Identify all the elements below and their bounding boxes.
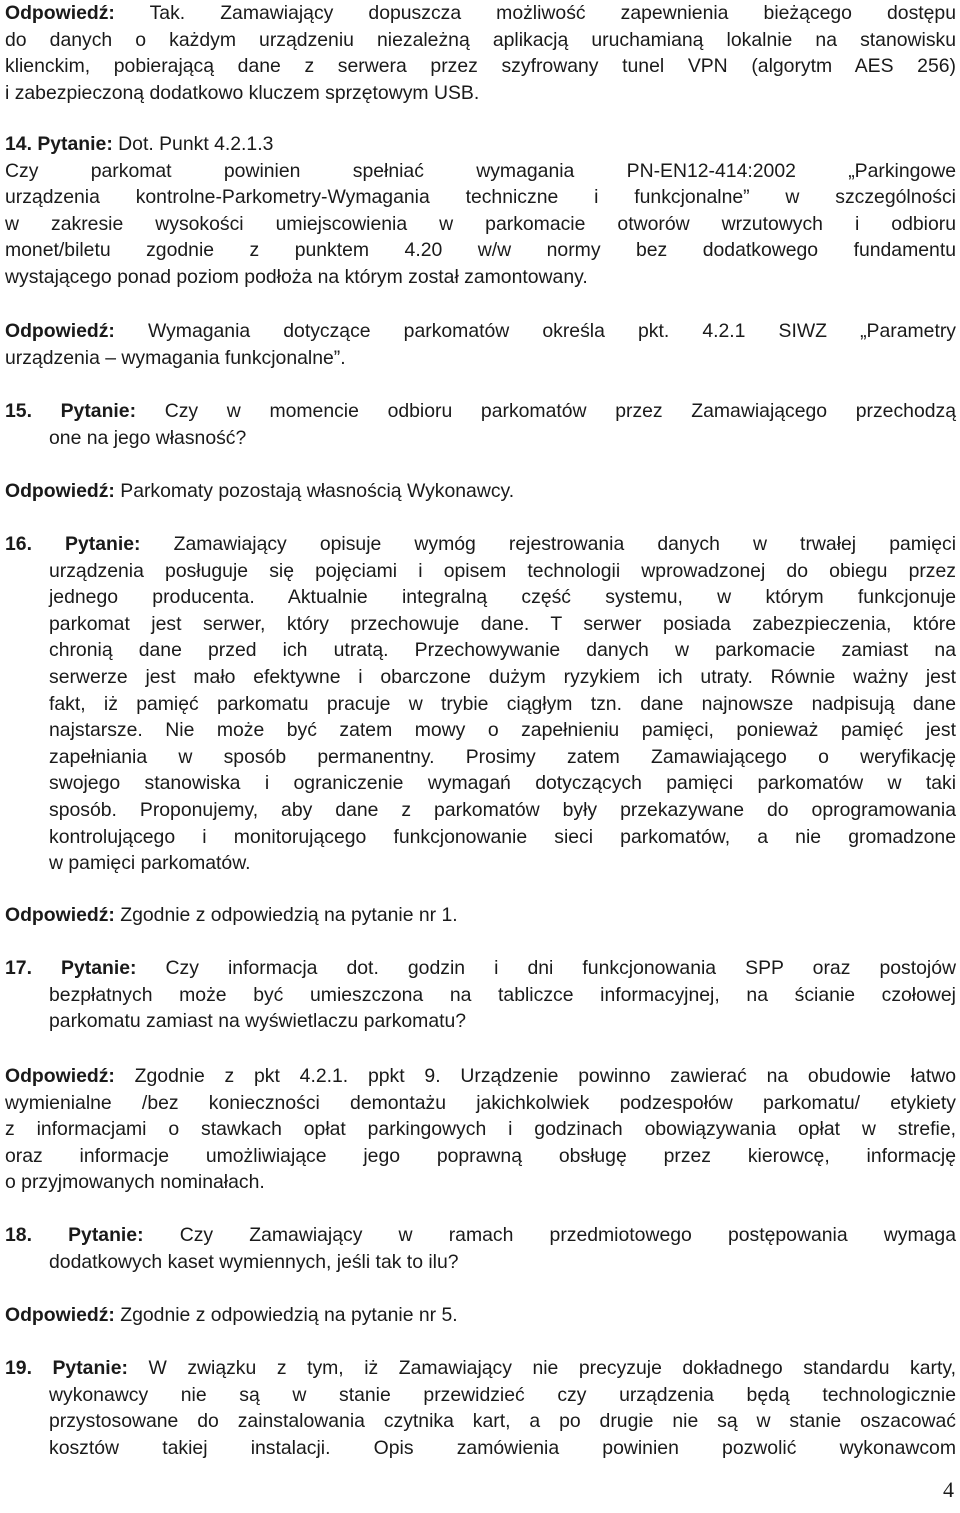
text-line [5,902,956,928]
text-line [5,955,956,981]
text-line [49,1435,956,1461]
text-run: w pamięci parkomatów. [49,852,251,875]
text-run: Czy informacja dot. godzin i dni funkcjonowania SPP oraz postojów [136,957,956,979]
text-run: o przyjmowanych nominałach. [5,1171,265,1194]
text-run: zapełniania w sposób permanentny. Prosimy zatem Zamawiającego o weryfikację [49,745,956,768]
text-run: Wymagania dotyczące parkomatów określa pkt. 4.2.1 SIWZ „Parametry [114,320,956,342]
text-run: Czy parkomat powinien spełniać wymagania PN-EN12-414:2002 „Parkingowe [5,159,956,182]
text-run: parkomat jest serwer, który przechowuje dane. T serwer posiada zabezpieczenia, które [49,612,956,635]
text-line [5,264,956,290]
text-run: parkomatu zamiast na wyświetlaczu parkomatu? [49,1010,467,1033]
text-line [5,1222,956,1248]
text-line [49,691,956,717]
bold-label: 19. Pytanie: [5,1357,128,1379]
text-line [49,850,956,876]
text-line [5,318,956,344]
text-run: urządzenia – wymagania funkcjonalne”. [5,346,346,369]
text-run: swojego stanowiska i ograniczenie wymagań dotyczących pamięci parkomatów w taki [49,772,956,795]
text-run: klienckim, pobierającą dane z serwera przez szyfrowany tunel VPN (algorytm AES 256) [5,55,956,78]
text-run: kontrolującego i monitorującego funkcjonowanie sieci parkomatów, a nie gromadzone [49,825,956,848]
text-line [49,982,956,1008]
bold-label: Odpowiedź: [5,904,115,926]
text-line [5,80,956,106]
text-line [5,345,956,371]
text-line [5,1116,956,1142]
page-number: 4 [943,1477,954,1502]
text-run: oraz informacje umożliwiające jego poprawną obsługę przez kierowcę, informację [5,1144,956,1167]
text-line [49,558,956,584]
text-line [5,398,956,424]
text-run: urządzenia kontrolne-Parkometry-Wymagania techniczne i funkcjonalne” w szczególności [5,186,956,209]
text-line [5,1302,956,1328]
text-run: one na jego własność? [49,426,247,449]
text-line [5,531,956,557]
text-line [49,1249,956,1275]
bold-label: 14. Pytanie: [5,133,113,155]
text-run: wykonawcy nie są w stanie przewidzieć czy urządzenia będą technologicznie [49,1383,956,1406]
text-line [5,158,956,184]
bold-label: Odpowiedź: [5,480,115,502]
text-run: do danych o każdym urządzeniu niezależną aplikacją uruchamianą lokalnie na stanowisku [5,28,956,51]
text-line [5,478,956,504]
bold-label: Odpowiedź: [5,1304,115,1326]
text-run: Czy w momencie odbioru parkomatów przez Zamawiającego przechodzą [136,400,956,422]
text-line [49,744,956,770]
text-line [49,425,956,451]
text-line [5,1090,956,1116]
text-run: Zgodnie z odpowiedzią na pytanie nr 1. [114,904,458,926]
text-line [49,797,956,823]
bold-label: 18. Pytanie: [5,1224,144,1246]
text-run: najstarsze. Nie może być zatem mowy o zapełnieniu pamięci, ponieważ pamięć jest [49,719,956,742]
text-line [5,237,956,263]
text-line [49,770,956,796]
bold-label: Odpowiedź: [5,2,115,24]
text-run: przystosowane do zainstalowania czytnika kart, a po drugie nie są w stanie oszacować [49,1410,956,1433]
text-run: w zakresie wysokości umiejscowienia w parkomacie otworów wrzutowych i odbioru [5,212,956,235]
text-run: Zamawiający opisuje wymóg rejestrowania danych w trwałej pamięci [140,533,957,555]
text-line [49,1008,956,1034]
text-run: serwerze jest mało efektywne i obarczone dużym ryzykiem ich utraty. Równie ważny jest [49,666,956,688]
text-line [5,1169,956,1195]
bold-label: Odpowiedź: [5,320,115,342]
text-line [5,0,956,26]
text-line [49,1408,956,1434]
text-line [5,1063,956,1089]
text-line [5,1355,956,1381]
text-line [49,637,956,663]
text-run: kosztów takiej instalacji. Opis zamówienia powinien pozwolić wykonawcom [49,1436,956,1459]
bold-label: Odpowiedź: [5,1065,115,1087]
text-run: z informacjami o stawkach opłat parkingowych i godzinach obowiązywania opłat w strefie, [5,1118,956,1141]
text-run: W związku z tym, iż Zamawiający nie precyzuje dokładnego standardu karty, [127,1357,956,1379]
bold-label: 17. Pytanie: [5,957,137,979]
text-run: sposób. Proponujemy, aby dane z parkomatów były przekazywane do oprogramowania [49,799,956,821]
text-line [49,717,956,743]
text-line [5,131,956,157]
text-line [49,611,956,637]
text-run: monet/biletu zgodnie z punktem 4.20 w/w normy bez dodatkowego fundamentu [5,239,956,262]
text-run: dodatkowych kaset wymiennych, jeśli tak to ilu? [49,1250,459,1273]
text-line [5,27,956,53]
text-line [5,1143,956,1169]
text-line [5,53,956,79]
text-run: Czy Zamawiający w ramach przedmiotowego postępowania wymaga [143,1224,956,1246]
text-run: i zabezpieczoną dodatkowo kluczem sprzętowym USB. [5,81,480,104]
text-run: Tak. Zamawiający dopuszcza możliwość zapewnienia bieżącego dostępu [114,2,956,24]
text-line [49,584,956,610]
bold-label: 15. Pytanie: [5,400,137,422]
text-line [49,824,956,850]
text-line [5,184,956,210]
text-run: bezpłatnych może być umieszczona na tabliczce informacyjnej, na ścianie czołowej [49,983,956,1006]
bold-label: 16. Pytanie: [5,533,141,555]
text-run: jednego producenta. Aktualnie integralną część systemu, w którym funkcjonuje [49,586,956,609]
text-run: Zgodnie z pkt 4.2.1. ppkt 9. Urządzenie powinno zawierać na obudowie łatwo [114,1065,956,1087]
text-line [5,211,956,237]
text-line [49,664,956,690]
text-run: chronią dane przed ich utratą. Przechowywanie danych w parkomacie zamiast na [49,639,956,662]
text-run: urządzenia posługuje się pojęciami i opisem technologii wprowadzonej do obiegu przez [49,559,956,582]
text-run: Dot. Punkt 4.2.1.3 [112,133,274,155]
text-run: wystającego ponad poziom podłoża na którym został zamontowany. [5,266,588,288]
text-run: Zgodnie z odpowiedzią na pytanie nr 5. [114,1304,458,1326]
text-run: Parkomaty pozostają własnością Wykonawcy. [114,480,515,502]
text-run: wymienialne /bez konieczności demontażu jakichkolwiek podzespołów parkomatu/ etykiety [5,1091,956,1114]
text-line [49,1382,956,1408]
text-run: fakt, iż pamięć parkomatu pracuje w trybie ciągłym tzn. dane najnowsze nadpisują dane [49,692,956,715]
